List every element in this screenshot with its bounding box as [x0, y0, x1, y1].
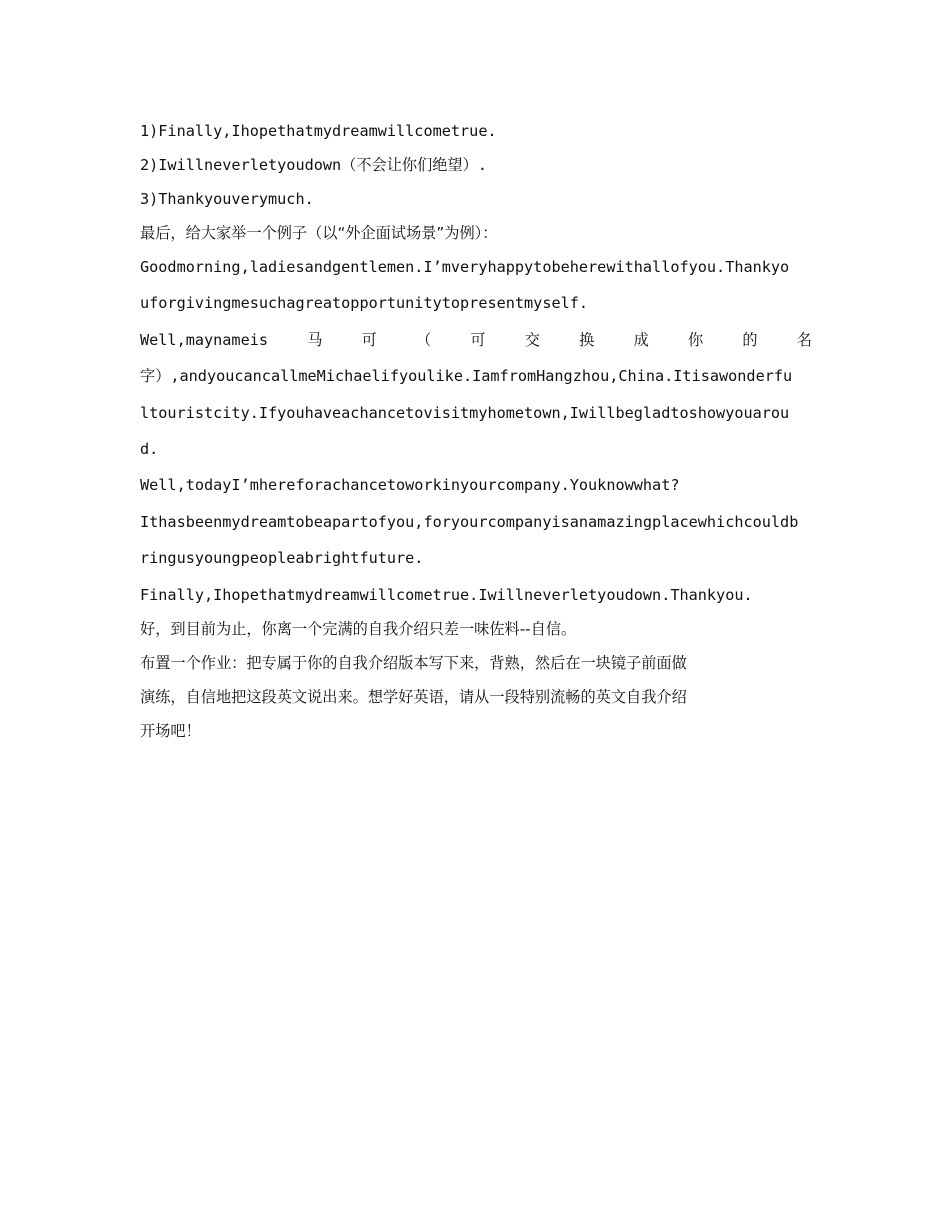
line-segment: 可 — [470, 330, 486, 349]
text-line: uforgivingmesuchagreatopportunitytopresentmyself. — [140, 294, 589, 313]
text-line: ringusyoungpeopleabrightfuture. — [140, 549, 424, 568]
line-segment: Well,maynameis — [140, 330, 269, 349]
justified-line — [140, 326, 812, 362]
text-line: 最后，给大家举一个例子（以“外企面试场景”为例）： — [140, 224, 498, 242]
text-line: 开场吧！ — [140, 721, 201, 740]
text-line: 演练，自信地把这段英文说出来。想学好英语，请从一段特别流畅的英文自我介绍 — [140, 687, 687, 706]
line-segment: 换 — [579, 330, 595, 349]
line-segment: 你 — [687, 330, 704, 349]
text-line: 2)Iwillneverletyoudown（不会让你们绝望）. — [140, 156, 487, 174]
line-segment: 名 — [796, 330, 812, 349]
line-segment: 成 — [633, 330, 649, 349]
text-line: 布置一个作业：把专属于你的自我介绍版本写下来，背熟，然后在一块镜子前面做 — [140, 653, 687, 672]
text-line: 好，到目前为止，你离一个完满的自我介绍只差一味佐料--自信。 — [140, 619, 577, 638]
line-segment: 的 — [742, 330, 758, 349]
text-line: Finally,Ihopethatmydreamwillcometrue.Iwillneverletyoudown.Thankyou. — [140, 585, 753, 604]
line-segment: 可 — [361, 330, 377, 349]
line-segment: （ — [416, 330, 432, 349]
line-segment: 马 — [307, 330, 323, 349]
text-line: Ithasbeenmydreamtobeapartofyou,foryourcompanyisanamazingplacewhichcouldb — [140, 512, 799, 531]
line-segment: 交 — [524, 330, 540, 349]
document-body — [140, 117, 812, 751]
text-line: 3)Thankyouverymuch. — [140, 190, 314, 208]
text-line: Goodmorning,ladiesandgentlemen.I’mveryhappytobeherewithallofyou.Thankyo — [140, 258, 790, 276]
text-line: d. — [140, 439, 159, 458]
text-line: 1)Finally,Ihopethatmydreamwillcometrue. — [140, 122, 497, 140]
text-line: 字）,andyoucancallmeMichaelifyoulike.IamfromHangzhou,China.Itisawonderfu — [140, 367, 793, 386]
text-line: Well,todayI’mhereforachancetoworkinyourcompany.Youknowwhat? — [140, 476, 680, 495]
text-line: ltouristcity.Ifyouhaveachancetovisitmyhometown,Iwillbegladtoshowyouarou — [140, 403, 790, 422]
